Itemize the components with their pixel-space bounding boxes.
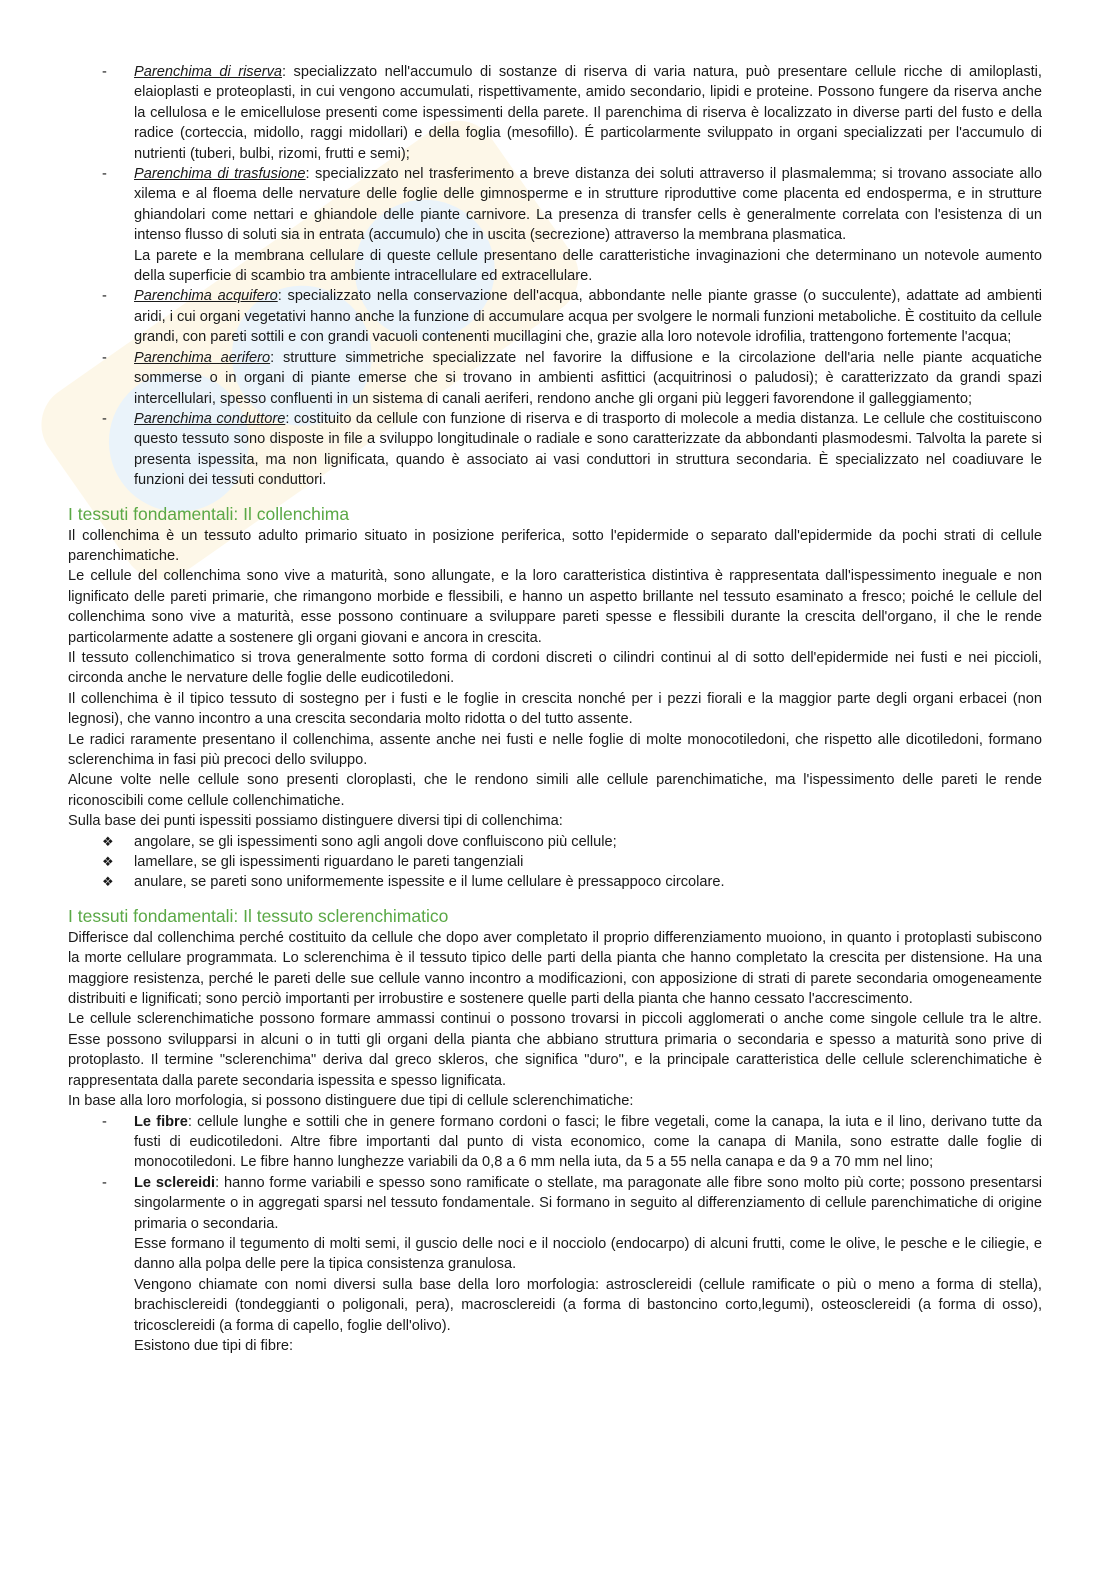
paragraph: Il tessuto collenchimatico si trova generalmente sotto forma di cordoni discreti o cilindri continui al di sotto dell'epidermide nei fusti e nei piccioli, circonda anche le nervature delle foglie delle eudicotiledoni. [68,649,1042,687]
item-extra-paragraph: Esse formano il tegumento di molti semi, il guscio delle noci e il nocciolo (endocarpo) di alcuni frutti, come le olive, le pesche e le ciliegie, e danno alla polpa delle pere la tipica consistenza granulosa. [134,1235,1042,1273]
collenchima-types-list [68,832,1042,893]
item-text: : specializzato nella conservazione dell'acqua, abbondante nelle piante grasse (o succulente), adattate ad ambienti aridi, i cui organi vegetativi hanno anche la funzione di accumulare acqua per svolgere le normali funzioni metaboliche. È costituito da cellule grandi, con pareti sottili e con grandi vacuoli contenenti mucillagini che, grazie alla loro notevole idrofilia, trattengono fortemente l'acqua; [134,288,1042,346]
paragraph: Le cellule del collenchima sono vive a maturità, sono allungate, e la loro caratteristica distintiva è rappresentata dall'ispessimento ineguale e non lignificato delle pareti primarie, che rimangono morbide e flessibili, e hanno un aspetto brillante nel tessuto esaminato a fresco; poiché le cellule del collenchima sono vive a maturità, esse possono continuare a sviluppare pareti spesse e flessibili durante la crescita dell'organo, il che le rende particolarmente adatte a sostenere gli organi giovani e ancora in crescita. [68,568,1042,646]
item-text: : specializzato nell'accumulo di sostanze di riserva di varia natura, può presentare cellule ricche di amiloplasti, elaioplasti e proteoplasti, in cui vengono accumulati, rispettivamente, amido secondario, lipidi e proteine. Possono fungere da riserva anche la cellulosa e le emicellulose presenti come ispessimenti della parete. Il parenchima di riserva è localizzato in diverse parti del fusto e della radice (corteccia, midollo, raggi midollari) e della foglia (mesofillo). É particolarmente sviluppato in organi specializzati per l'accumulo di nutrienti (tuberi, bulbi, rizomi, frutti e semi); [134,64,1042,162]
item-extra-paragraph: La parete e la membrana cellulare di queste cellule presentano delle caratteristiche invaginazioni che determinano un notevole aumento della superficie di scambio tra ambiente intracellulare ed extracellulare. [134,247,1042,285]
paragraph: In base alla loro morfologia, si possono distinguere due tipi di cellule sclerenchimatiche: [68,1093,634,1110]
item-text: : hanno forme variabili e spesso sono ramificate o stellate, ma paragonate alle fibre sono molto più corte; possono presentarsi singolarmente o in aggregati sparsi nel tessuto fondamentale. Si formano in seguito al differenziamento di cellule parenchimatiche di origine primaria o secondaria. [134,1174,1042,1232]
paragraph: Le cellule sclerenchimatiche possono formare ammassi continui o possono trovarsi in piccoli agglomerati o anche come singole cellule tra le altre. Esse possono svilupparsi in alcuni o in tutti gli organi della pianta che abbiano struttura primaria o secondaria e spesso a maturità sono prive di protoplasto. Il termine "sclerenchima" deriva dal greco skleros, che significa "duro", e la principale caratteristica delle cellule sclerenchimatiche è rappresentata dalla parete secondaria ispessita e spesso lignificata. [68,1011,1042,1089]
term-label: Le fibre [134,1113,188,1130]
term-label: Parenchima di trasfusione [134,166,306,183]
term-label: Parenchima acquifero [134,288,278,305]
item-extra-paragraph: Vengono chiamate con nomi diversi sulla base della loro morfologia: astrosclereidi (cellule ramificate o più o meno a forma di stella), brachisclereidi (tondeggianti o poligonali, pera), macrosclereidi (a forma di bastoncino corto,legumi), osteosclereidi (a forma di osso), tricosclereidi (a forma di capello, foglie dell'olivo). [134,1276,1042,1334]
paragraph: Alcune volte nelle cellule sono presenti cloroplasti, che le rendono simili alle cellule parenchimatiche, ma l'ispessimento delle pareti le rende riconoscibili come cellule collenchimatiche. [68,772,1042,809]
list-item [68,62,1042,164]
section-heading-sclerenchima: I tessuti fondamentali: Il tessuto sclerenchimatico [68,905,449,926]
section-heading-collenchima: I tessuti fondamentali: Il collenchima [68,503,350,524]
term-label: Parenchima aerifero [134,349,271,366]
list-item: ❖ lamellare, se gli ispessimenti riguardano le pareti tangenziali [68,852,1042,872]
paragraph: Il collenchima è un tessuto adulto primario situato in posizione periferica, sotto l'epidermide o separato dall'epidermide da pochi strati di cellule parenchimatiche. [68,527,1042,564]
list-item [68,286,1042,347]
list-item [68,164,1042,286]
list-item: ❖ anulare, se pareti sono uniformemente ispessite e il lume cellulare è pressappoco circolare. [68,872,1042,892]
paragraph: Il collenchima è il tipico tessuto di sostegno per i fusti e le foglie in crescita nonché per i pezzi fiorali e la maggior parte degli organi erbacei (non legnosi), che vanno incontro a una crescita secondaria molto ridotta o del tutto assente. [68,690,1042,728]
paragraph: Differisce dal collenchima perché costituito da cellule che dopo aver completato il proprio differenziamento muoiono, in quanto i protoplasti subiscono la morte cellulare programmata. Lo sclerenchima è il tessuto tipico delle parti della pianta che hanno completato la crescita per distensione. Ha una maggiore resistenza, perché le pareti delle sue cellule vanno incontro a modificazioni, con apposizione di strati di parete secondaria omogeneamente distribuiti e lignificati; sono perciò importanti per irrobustire e sostenere quelle parti della pianta che hanno cessato l'accrescimento. [68,929,1042,1008]
list-item [68,1112,1042,1173]
list-item [68,348,1042,409]
item-text: : costituito da cellule con funzione di riserva e di trasporto di molecole a media distanza. Le cellule che costituiscono questo tessuto sono disposte in file a sviluppo longitudinale o radiale e sono caratterizzate da abbondanti plasmodesmi. Talvolta la parete si presenta ispessita, ma non lignificata, quando è associato ai vasi conduttori in struttura secondaria. È specializzato nel coadiuvare le funzioni dei tessuti conduttori. [134,410,1042,489]
item-text: : strutture simmetriche specializzate nel favorire la diffusione e la circolazione dell'aria nelle piante acquatiche sommerse o in organi di piante emerse che si trovano in ambienti asfittici (acquitrinosi o paludosi); è caratterizzato da grandi spazi intercellulari, spesso confluenti in un sistema di canali aeriferi, rendono anche gli organi più leggeri favorendone il galleggiamento; [134,349,1042,407]
parenchima-types-list [68,62,1042,491]
list-item [68,1173,1042,1357]
item-extra-paragraph: Esistono due tipi di fibre: [134,1337,293,1354]
term-label: Parenchima di riserva [134,64,282,80]
document-page [68,62,1042,1356]
term-label: Parenchima conduttore [134,410,286,427]
sclerenchima-types-list [68,1112,1042,1357]
paragraph: Le radici raramente presentano il collenchima, assente anche nei fusti e nelle foglie di molte monocotiledoni, che rispetto alle dicotiledoni, formano sclerenchima in fasi più precoci dello sviluppo. [68,731,1042,768]
term-label: Le sclereidi [134,1174,216,1191]
list-item [68,409,1042,491]
item-text: : cellule lunghe e sottili che in genere formano cordoni o fasci; le fibre vegetali, come la canapa, la iuta e il lino, derivano tutte da fusti di eudicotiledoni. Altre fibre importanti dal punto di vista economico, come la canapa di Manila, sono estratte dalle foglie di monocotiledoni. Le fibre hanno lunghezze variabili da 0,8 a 6 mm nella iuta, da 5 a 55 nella canapa e da 9 a 70 mm nel lino; [134,1113,1042,1171]
list-item: ❖ angolare, se gli ispessimenti sono agli angoli dove confluiscono più cellule; [68,832,1042,852]
paragraph: Sulla base dei punti ispessiti possiamo distinguere diversi tipi di collenchima: [68,813,563,830]
item-text: : specializzato nel trasferimento a breve distanza dei soluti attraverso il plasmalemma; si trovano associate allo xilema e al floema delle nervature delle foglie delle gimnosperme e in strutture riproduttive come placenta ed endosperma, e in strutture ghiandolari come nettari e ghiandole delle piante carnivore. La presenza di transfer cells è generalmente correlata con l'esistenza di un intenso flusso di soluti sia in entrata (accumulo) che in uscita (secrezione) attraverso la membrana plasmatica. [134,166,1042,244]
